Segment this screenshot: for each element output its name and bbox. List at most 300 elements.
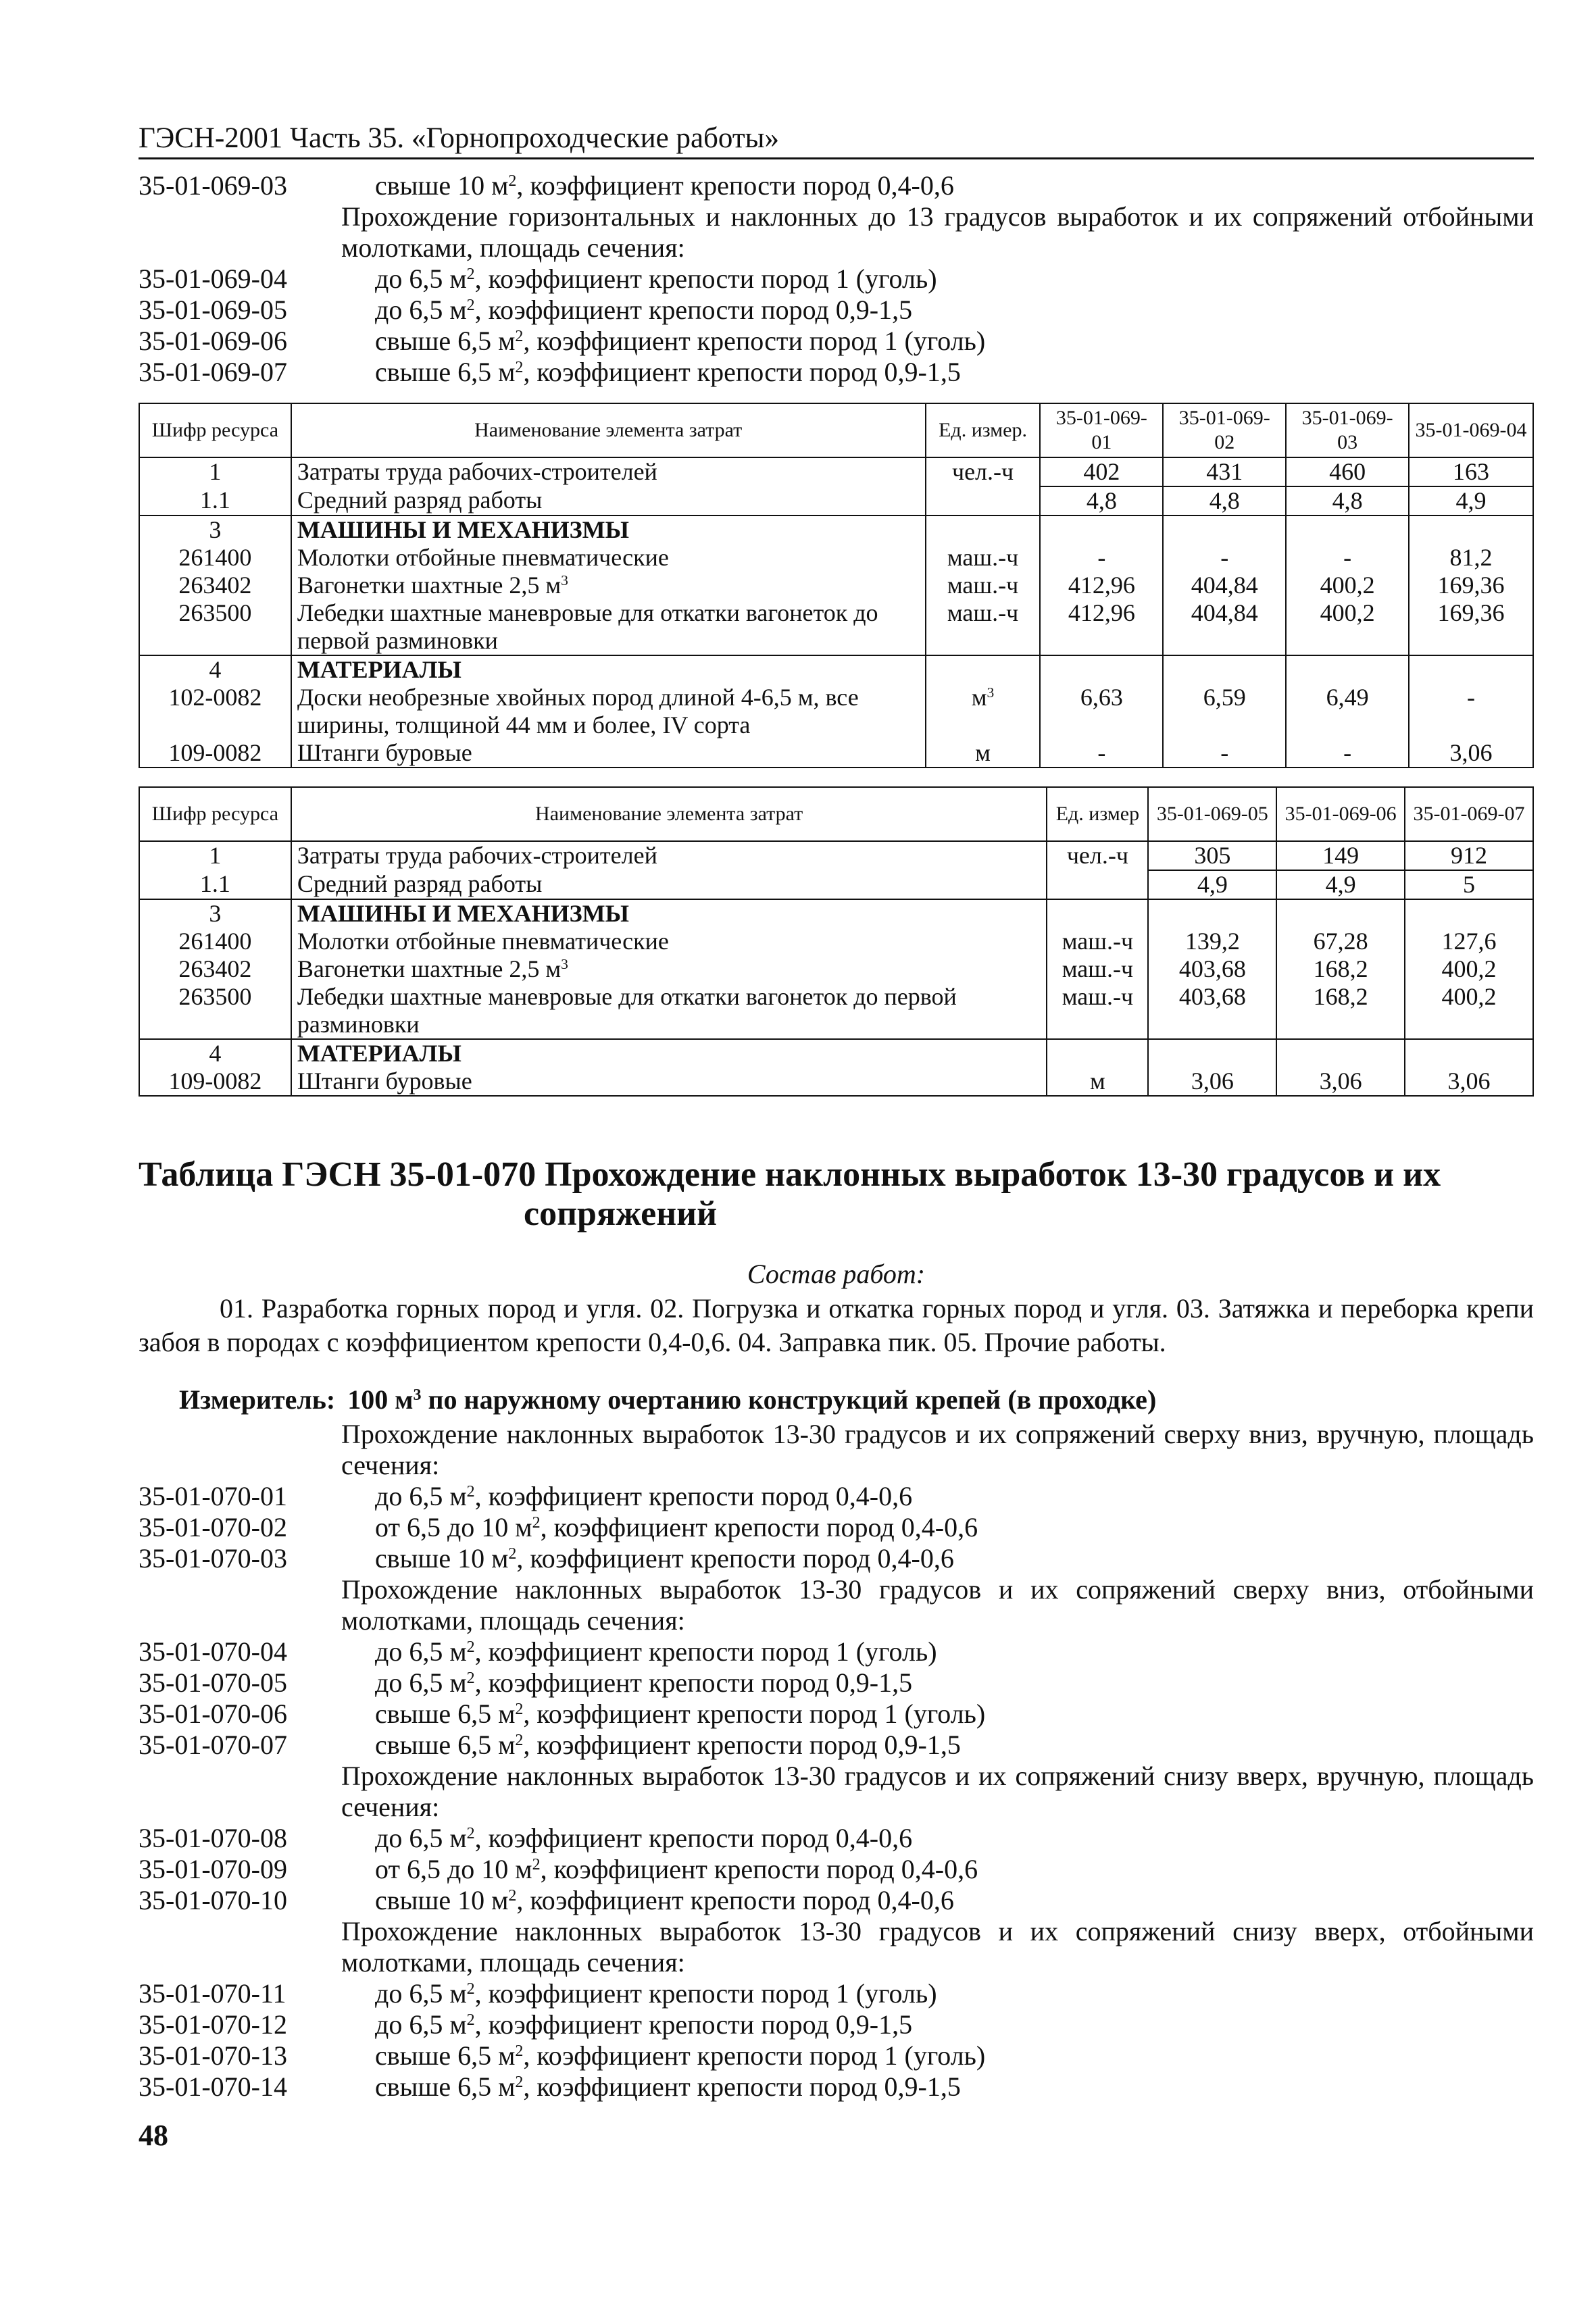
norm-value: 400,2 bbox=[1405, 983, 1533, 1039]
unit-text: маш.-ч bbox=[947, 572, 1019, 599]
rock-strength: , коэффициент крепости пород 0,9-1,5 bbox=[523, 357, 961, 387]
cost-element-name bbox=[291, 684, 926, 739]
list-heading: Прохождение наклонных выработок 13-30 градусов и их сопряжений снизу вверх, вручную, площадь сечения: bbox=[341, 1761, 1534, 1822]
norm-value: 4,8 bbox=[1040, 486, 1163, 515]
work-code: 35-01-069-05 bbox=[139, 295, 287, 325]
cost-element-name bbox=[291, 457, 926, 486]
norm-value: - bbox=[1163, 544, 1286, 572]
work-code: 35-01-070-05 bbox=[139, 1667, 287, 1698]
norm-value bbox=[1286, 655, 1409, 684]
table-row bbox=[139, 983, 1533, 1039]
area-exponent: 2 bbox=[508, 1886, 517, 1905]
list-item bbox=[139, 1730, 1534, 1761]
norm-value bbox=[1040, 515, 1163, 544]
area-exponent: 2 bbox=[532, 1513, 541, 1532]
work-code: 35-01-070-07 bbox=[139, 1730, 287, 1760]
work-code: 35-01-070-01 bbox=[139, 1481, 287, 1511]
header-cost-element: Наименование элемента затрат bbox=[291, 403, 926, 457]
work-description bbox=[341, 1978, 1534, 2009]
table-title-line-1: Таблица ГЭСН 35-01-070 Прохождение наклонных выработок 13-30 градусов и их bbox=[139, 1155, 1441, 1194]
cost-element-name bbox=[291, 1039, 1047, 1067]
norm-value: 400,2 bbox=[1286, 599, 1409, 655]
composition-title: Состав работ: bbox=[747, 1259, 926, 1289]
work-description bbox=[341, 1512, 1534, 1543]
cost-element-text: Затраты труда рабочих-строителей bbox=[297, 458, 657, 485]
unit-cell bbox=[1047, 1067, 1148, 1096]
area-exponent: 2 bbox=[466, 265, 475, 283]
work-description bbox=[341, 326, 1534, 357]
table-row bbox=[139, 899, 1533, 928]
area-value: свыше 6,5 м bbox=[375, 1699, 516, 1729]
table-header-row bbox=[139, 403, 1533, 457]
table-row bbox=[139, 739, 1533, 768]
table-row bbox=[139, 544, 1533, 572]
work-code: 35-01-070-11 bbox=[139, 1978, 286, 2009]
unit-cell bbox=[1047, 983, 1148, 1039]
resource-code: 263500 bbox=[139, 983, 291, 1039]
resource-code: 263500 bbox=[139, 599, 291, 655]
cost-element-text: Лебедки шахтные маневровые для откатки вагонеток до первой разминовки bbox=[297, 983, 957, 1038]
norm-value bbox=[1409, 515, 1533, 544]
cost-element-text: Доски необрезные хвойных пород длиной 4-6,5 м, все ширины, толщиной 44 мм и более, IV сорта bbox=[297, 684, 859, 738]
norm-value: 400,2 bbox=[1286, 572, 1409, 599]
unit-cell bbox=[1047, 1039, 1148, 1067]
cost-element-text: Молотки отбойные пневматические bbox=[297, 928, 669, 955]
resource-table-1 bbox=[139, 403, 1534, 768]
table-row bbox=[139, 572, 1533, 599]
list-item bbox=[139, 170, 1534, 201]
list-heading: Прохождение наклонных выработок 13-30 градусов и их сопряжений сверху вниз, отбойными молотками, площадь сечения: bbox=[341, 1574, 1534, 1636]
work-description bbox=[341, 1730, 1534, 1761]
work-code: 35-01-069-07 bbox=[139, 357, 287, 387]
running-header: ГЭСН-2001 Часть 35. «Горнопроходческие работы» bbox=[139, 122, 1534, 159]
work-description bbox=[341, 2009, 1534, 2040]
cost-element-text: Лебедки шахтные маневровые для откатки вагонеток до первой разминовки bbox=[297, 599, 878, 654]
norm-value: 3,06 bbox=[1409, 739, 1533, 768]
work-code: 35-01-070-13 bbox=[139, 2040, 287, 2071]
unit-cell bbox=[926, 486, 1041, 515]
cost-element-text: Молотки отбойные пневматические bbox=[297, 544, 669, 571]
norm-value: 169,36 bbox=[1409, 599, 1533, 655]
cost-element-text: МАШИНЫ И МЕХАНИЗМЫ bbox=[297, 900, 630, 927]
cost-element-name bbox=[291, 599, 926, 655]
resource-code: 263402 bbox=[139, 955, 291, 983]
table-row bbox=[139, 955, 1533, 983]
rock-strength: , коэффициент крепости пород 1 (уголь) bbox=[523, 326, 986, 356]
resource-code: 4 bbox=[139, 1039, 291, 1067]
table-header-row bbox=[139, 787, 1533, 841]
area-exponent: 2 bbox=[532, 1855, 541, 1873]
work-code: 35-01-070-03 bbox=[139, 1543, 287, 1574]
area-exponent: 2 bbox=[466, 2011, 475, 2029]
area-value: от 6,5 до 10 м bbox=[375, 1512, 532, 1542]
norm-value bbox=[1040, 655, 1163, 684]
area-value: свыше 6,5 м bbox=[375, 357, 516, 387]
area-exponent: 2 bbox=[508, 1544, 517, 1563]
norm-value: 168,2 bbox=[1276, 955, 1405, 983]
norm-value: 912 bbox=[1405, 841, 1533, 870]
cost-element-name bbox=[291, 655, 926, 684]
area-value: до 6,5 м bbox=[375, 263, 467, 294]
unit-exponent: 3 bbox=[561, 572, 568, 589]
area-exponent: 2 bbox=[466, 1980, 475, 1998]
page-number: 48 bbox=[139, 2119, 168, 2152]
unit-text: м bbox=[971, 684, 987, 711]
work-description bbox=[341, 357, 1534, 388]
work-code: 35-01-070-09 bbox=[139, 1854, 287, 1884]
cost-element-text: Затраты труда рабочих-строителей bbox=[297, 842, 657, 869]
cost-element-text: МАТЕРИАЛЫ bbox=[297, 1040, 462, 1067]
cost-element-text: Вагонетки шахтные 2,5 м bbox=[297, 572, 562, 599]
area-value: свыше 6,5 м bbox=[375, 326, 516, 356]
resource-code: 3 bbox=[139, 899, 291, 928]
cost-element-text: Вагонетки шахтные 2,5 м bbox=[297, 955, 562, 982]
norm-value: 149 bbox=[1276, 841, 1405, 870]
unit-cell bbox=[1047, 870, 1148, 899]
norm-value: 139,2 bbox=[1148, 928, 1276, 955]
work-description bbox=[341, 170, 1534, 201]
cost-element-name bbox=[291, 870, 1047, 899]
norm-value: 163 bbox=[1409, 457, 1533, 486]
header-resource-code: Шифр ресурса bbox=[139, 403, 291, 457]
norm-value bbox=[1163, 655, 1286, 684]
norm-value: 3,06 bbox=[1405, 1067, 1533, 1096]
area-value: до 6,5 м bbox=[375, 1667, 467, 1698]
work-description bbox=[341, 1481, 1534, 1512]
work-code: 35-01-070-06 bbox=[139, 1699, 287, 1729]
header-norm-code: 35-01-069-04 bbox=[1409, 403, 1533, 457]
table-row bbox=[139, 928, 1533, 955]
header-norm-code: 35-01-069-05 bbox=[1148, 787, 1276, 841]
cost-element-name bbox=[291, 983, 1047, 1039]
work-code: 35-01-069-06 bbox=[139, 326, 287, 356]
rock-strength: , коэффициент крепости пород 0,4-0,6 bbox=[516, 170, 954, 201]
table-row bbox=[139, 457, 1533, 486]
norm-value bbox=[1148, 899, 1276, 928]
rock-strength: , коэффициент крепости пород 1 (уголь) bbox=[523, 2040, 986, 2071]
table-row bbox=[139, 1039, 1533, 1067]
header-norm-code: 35-01-069-06 bbox=[1276, 787, 1405, 841]
area-exponent: 2 bbox=[508, 172, 517, 190]
cost-element-text: Штанги буровые bbox=[297, 1067, 472, 1095]
norm-value: 3,06 bbox=[1148, 1067, 1276, 1096]
work-code: 35-01-070-02 bbox=[139, 1512, 287, 1542]
cost-element-text: Штанги буровые bbox=[297, 739, 472, 766]
list-item bbox=[139, 1854, 1534, 1885]
norm-value bbox=[1405, 899, 1533, 928]
work-description bbox=[341, 1636, 1534, 1667]
unit-text: м bbox=[1090, 1067, 1105, 1095]
area-exponent: 2 bbox=[515, 1731, 524, 1749]
norm-value bbox=[1409, 655, 1533, 684]
area-value: свыше 6,5 м bbox=[375, 2040, 516, 2071]
resource-code: 1.1 bbox=[139, 486, 291, 515]
cost-element-name bbox=[291, 841, 1047, 870]
cost-element-name bbox=[291, 739, 926, 768]
rock-strength: , коэффициент крепости пород 1 (уголь) bbox=[474, 1636, 937, 1667]
area-value: до 6,5 м bbox=[375, 1481, 467, 1511]
rock-strength: , коэффициент крепости пород 0,9-1,5 bbox=[474, 295, 913, 325]
bottom-work-list bbox=[139, 1419, 1534, 2103]
work-description bbox=[341, 1699, 1534, 1730]
norm-value: - bbox=[1040, 544, 1163, 572]
resource-code: 261400 bbox=[139, 928, 291, 955]
list-item bbox=[139, 2040, 1534, 2071]
unit-cell bbox=[926, 599, 1041, 655]
resource-code: 1 bbox=[139, 457, 291, 486]
area-value: до 6,5 м bbox=[375, 1636, 467, 1667]
list-heading: Прохождение наклонных выработок 13-30 градусов и их сопряжений снизу вверх, отбойными молотками, площадь сечения: bbox=[341, 1916, 1534, 1978]
table-row bbox=[139, 515, 1533, 544]
rock-strength: , коэффициент крепости пород 0,4-0,6 bbox=[516, 1543, 954, 1574]
unit-text: маш.-ч bbox=[947, 544, 1019, 571]
norm-value: 403,68 bbox=[1148, 983, 1276, 1039]
header-unit: Ед. измер. bbox=[926, 403, 1041, 457]
list-item bbox=[139, 1885, 1534, 1916]
norm-value bbox=[1276, 1039, 1405, 1067]
table-row bbox=[139, 870, 1533, 899]
norm-value: - bbox=[1409, 684, 1533, 739]
header-norm-code: 35-01-069-07 bbox=[1405, 787, 1533, 841]
list-item bbox=[139, 1667, 1534, 1699]
norm-value: 6,59 bbox=[1163, 684, 1286, 739]
cost-element-text: Средний разряд работы bbox=[297, 870, 543, 897]
norm-value: 4,9 bbox=[1409, 486, 1533, 515]
cost-element-name bbox=[291, 486, 926, 515]
cost-element-name bbox=[291, 955, 1047, 983]
table-row bbox=[139, 599, 1533, 655]
norm-value: 412,96 bbox=[1040, 599, 1163, 655]
work-description bbox=[341, 2040, 1534, 2071]
area-exponent: 2 bbox=[466, 1482, 475, 1501]
composition-text: 01. Разработка горных пород и угля. 02. Погрузка и откатка горных пород и угля. 03. Затяжка и переборка крепи забоя в породах с коэффициентом крепости 0,4-0,6. 04. Заправка пик. 05. Прочие работы. bbox=[139, 1293, 1534, 1357]
area-value: до 6,5 м bbox=[375, 1978, 467, 2009]
norm-value: 67,28 bbox=[1276, 928, 1405, 955]
norm-value: - bbox=[1286, 544, 1409, 572]
area-value: до 6,5 м bbox=[375, 1823, 467, 1853]
list-item bbox=[139, 1823, 1534, 1854]
area-exponent: 2 bbox=[515, 1700, 524, 1718]
area-value: свыше 6,5 м bbox=[375, 1730, 516, 1760]
table-title-line-2: сопряжений bbox=[524, 1194, 718, 1233]
area-exponent: 2 bbox=[515, 2073, 524, 2091]
unit-cell bbox=[1047, 899, 1148, 928]
work-code: 35-01-070-10 bbox=[139, 1885, 287, 1915]
list-item bbox=[139, 1481, 1534, 1512]
cost-element-name bbox=[291, 1067, 1047, 1096]
rock-strength: , коэффициент крепости пород 0,4-0,6 bbox=[540, 1512, 978, 1542]
list-item bbox=[139, 357, 1534, 388]
unit-text: чел.-ч bbox=[951, 458, 1014, 485]
list-heading: Прохождение наклонных выработок 13-30 градусов и их сопряжений сверху вниз, вручную, площадь сечения: bbox=[341, 1419, 1534, 1480]
norm-value: 168,2 bbox=[1276, 983, 1405, 1039]
area-exponent: 2 bbox=[515, 2042, 524, 2060]
list-item bbox=[139, 295, 1534, 326]
norm-value: 4,9 bbox=[1276, 870, 1405, 899]
norm-value: 412,96 bbox=[1040, 572, 1163, 599]
norm-value bbox=[1148, 1039, 1276, 1067]
work-description bbox=[341, 1885, 1534, 1916]
norm-value bbox=[1276, 899, 1405, 928]
unit-text: маш.-ч bbox=[1062, 983, 1134, 1010]
cost-element-name bbox=[291, 928, 1047, 955]
norm-value: 4,9 bbox=[1148, 870, 1276, 899]
header-norm-code: 35-01-069-03 bbox=[1286, 403, 1409, 457]
unit-exponent: 3 bbox=[561, 956, 568, 973]
area-value: свыше 10 м bbox=[375, 1543, 509, 1574]
table-title bbox=[139, 1155, 1534, 1234]
work-description bbox=[341, 1667, 1534, 1699]
resource-code: 263402 bbox=[139, 572, 291, 599]
norm-value: 81,2 bbox=[1409, 544, 1533, 572]
norm-value: 403,68 bbox=[1148, 955, 1276, 983]
cost-element-text: МАШИНЫ И МЕХАНИЗМЫ bbox=[297, 516, 629, 543]
resource-code: 3 bbox=[139, 515, 291, 544]
list-item bbox=[139, 1543, 1534, 1574]
norm-value bbox=[1286, 515, 1409, 544]
norm-value: 400,2 bbox=[1405, 955, 1533, 983]
work-description bbox=[341, 2071, 1534, 2103]
unit-text: маш.-ч bbox=[947, 599, 1019, 626]
unit-cell bbox=[1047, 955, 1148, 983]
measure-label: Измеритель: bbox=[179, 1384, 336, 1415]
area-exponent: 2 bbox=[515, 327, 524, 345]
cost-element-text: Средний разряд работы bbox=[297, 486, 543, 513]
table-row bbox=[139, 841, 1533, 870]
unit-exponent: 3 bbox=[987, 684, 995, 701]
resource-code: 109-0082 bbox=[139, 1067, 291, 1096]
norm-value: 404,84 bbox=[1163, 599, 1286, 655]
table-row bbox=[139, 1067, 1533, 1096]
unit-cell bbox=[1047, 841, 1148, 870]
header-norm-code: 35-01-069-01 bbox=[1040, 403, 1163, 457]
rock-strength: , коэффициент крепости пород 0,4-0,6 bbox=[540, 1854, 978, 1884]
norm-value: 460 bbox=[1286, 457, 1409, 486]
work-description bbox=[341, 1823, 1534, 1854]
list-item bbox=[139, 1636, 1534, 1667]
unit-cell bbox=[1047, 928, 1148, 955]
norm-value: 4,8 bbox=[1286, 486, 1409, 515]
unit-cell bbox=[926, 572, 1041, 599]
cost-element-name bbox=[291, 515, 926, 544]
norm-value: 402 bbox=[1040, 457, 1163, 486]
header-resource-code: Шифр ресурса bbox=[139, 787, 291, 841]
rock-strength: , коэффициент крепости пород 0,4-0,6 bbox=[474, 1481, 913, 1511]
measure-line bbox=[179, 1384, 1156, 1415]
list-item bbox=[139, 2071, 1534, 2103]
top-work-list bbox=[139, 170, 1534, 388]
work-description bbox=[341, 1543, 1534, 1574]
norm-value: 5 bbox=[1405, 870, 1533, 899]
list-item bbox=[139, 263, 1534, 295]
cost-element-name bbox=[291, 572, 926, 599]
list-item bbox=[139, 1699, 1534, 1730]
unit-cell bbox=[926, 544, 1041, 572]
area-value: свыше 10 м bbox=[375, 170, 509, 201]
rock-strength: , коэффициент крепости пород 1 (уголь) bbox=[474, 1978, 937, 2009]
norm-value: - bbox=[1163, 739, 1286, 768]
norm-value: 6,63 bbox=[1040, 684, 1163, 739]
rock-strength: , коэффициент крепости пород 0,9-1,5 bbox=[474, 2009, 913, 2040]
list-heading: Прохождение горизонтальных и наклонных до 13 градусов выработок и их сопряжений отбойными молотками, площадь сечения: bbox=[341, 201, 1534, 263]
cost-element-text: МАТЕРИАЛЫ bbox=[297, 656, 462, 683]
list-item bbox=[139, 2009, 1534, 2040]
work-code: 35-01-070-04 bbox=[139, 1636, 287, 1667]
list-item bbox=[139, 326, 1534, 357]
resource-code: 109-0082 bbox=[139, 739, 291, 768]
rock-strength: , коэффициент крепости пород 0,9-1,5 bbox=[523, 1730, 961, 1760]
area-value: до 6,5 м bbox=[375, 295, 467, 325]
area-exponent: 2 bbox=[466, 1638, 475, 1656]
header-norm-code: 35-01-069-02 bbox=[1163, 403, 1286, 457]
unit-cell bbox=[926, 515, 1041, 544]
measure-value: 100 м bbox=[347, 1384, 414, 1415]
work-code: 35-01-070-12 bbox=[139, 2009, 287, 2040]
resource-table-2 bbox=[139, 786, 1534, 1097]
work-code: 35-01-069-03 bbox=[139, 170, 287, 201]
work-description bbox=[341, 1854, 1534, 1885]
area-value: до 6,5 м bbox=[375, 2009, 467, 2040]
resource-code: 1.1 bbox=[139, 870, 291, 899]
rock-strength: , коэффициент крепости пород 0,9-1,5 bbox=[523, 2071, 961, 2102]
norm-value: - bbox=[1286, 739, 1409, 768]
unit-cell bbox=[926, 655, 1041, 684]
norm-value: 127,6 bbox=[1405, 928, 1533, 955]
cost-element-name bbox=[291, 544, 926, 572]
norm-value bbox=[1405, 1039, 1533, 1067]
norm-value: 6,49 bbox=[1286, 684, 1409, 739]
unit-cell bbox=[926, 739, 1041, 768]
work-code: 35-01-070-14 bbox=[139, 2071, 287, 2102]
area-value: свыше 6,5 м bbox=[375, 2071, 516, 2102]
header-cost-element: Наименование элемента затрат bbox=[291, 787, 1047, 841]
norm-value bbox=[1163, 515, 1286, 544]
resource-code: 1 bbox=[139, 841, 291, 870]
norm-value: 431 bbox=[1163, 457, 1286, 486]
list-item bbox=[139, 1978, 1534, 2009]
area-value: свыше 10 м bbox=[375, 1885, 509, 1915]
unit-text: чел.-ч bbox=[1066, 842, 1128, 869]
area-exponent: 2 bbox=[466, 296, 475, 314]
rock-strength: , коэффициент крепости пород 1 (уголь) bbox=[523, 1699, 986, 1729]
norm-value: 4,8 bbox=[1163, 486, 1286, 515]
unit-text: маш.-ч bbox=[1062, 928, 1134, 955]
area-exponent: 2 bbox=[466, 1824, 475, 1842]
norm-value: 305 bbox=[1148, 841, 1276, 870]
work-code: 35-01-069-04 bbox=[139, 263, 287, 294]
list-item bbox=[139, 1512, 1534, 1543]
area-exponent: 2 bbox=[515, 358, 524, 376]
rock-strength: , коэффициент крепости пород 0,9-1,5 bbox=[474, 1667, 913, 1698]
header-unit: Ед. измер bbox=[1047, 787, 1148, 841]
rock-strength: , коэффициент крепости пород 0,4-0,6 bbox=[516, 1885, 954, 1915]
unit-cell bbox=[926, 457, 1041, 486]
resource-code: 4 bbox=[139, 655, 291, 684]
unit-text: м bbox=[975, 739, 991, 766]
work-code: 35-01-070-08 bbox=[139, 1823, 287, 1853]
norm-value: 404,84 bbox=[1163, 572, 1286, 599]
measure-unit-desc: по наружному очертанию конструкций крепей (в проходке) bbox=[421, 1384, 1157, 1415]
norm-value: - bbox=[1040, 739, 1163, 768]
norm-value: 169,36 bbox=[1409, 572, 1533, 599]
table-row bbox=[139, 684, 1533, 739]
table-row bbox=[139, 486, 1533, 515]
cost-element-name bbox=[291, 899, 1047, 928]
rock-strength: , коэффициент крепости пород 0,4-0,6 bbox=[474, 1823, 913, 1853]
area-exponent: 2 bbox=[466, 1669, 475, 1687]
table-row bbox=[139, 655, 1533, 684]
unit-cell bbox=[926, 684, 1041, 739]
